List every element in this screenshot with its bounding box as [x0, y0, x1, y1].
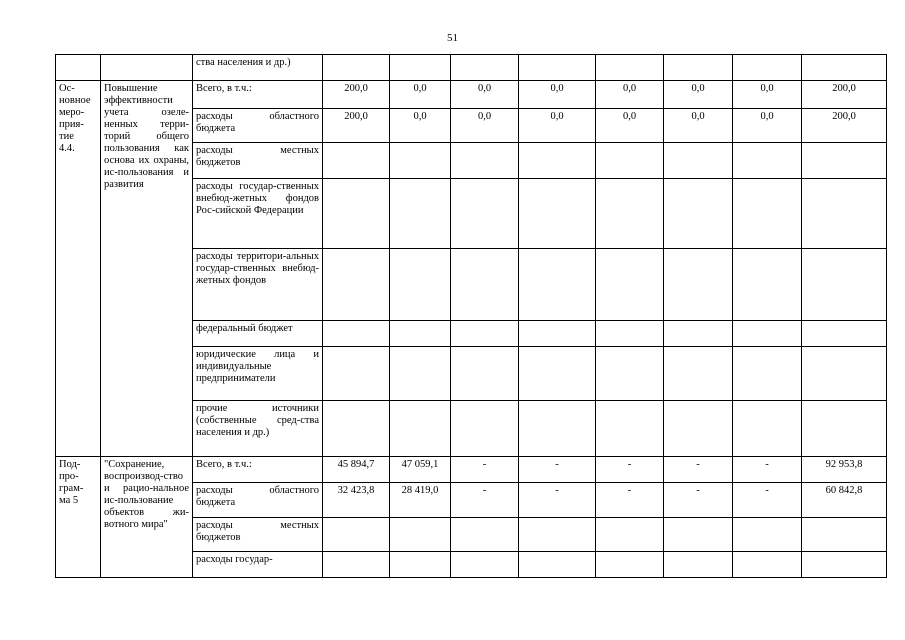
value-cell [390, 552, 451, 578]
table-body [56, 55, 887, 578]
value-cell: 0,0 [390, 109, 451, 143]
value-cell [733, 401, 802, 457]
value-cell [390, 55, 451, 81]
value-cell [323, 347, 390, 401]
value-cell [664, 552, 733, 578]
value-cell: 0,0 [733, 109, 802, 143]
value-cell [451, 347, 519, 401]
value-cell [323, 552, 390, 578]
funding-source-cell: Всего, в т.ч.: [193, 457, 323, 483]
value-cell [802, 347, 887, 401]
value-cell [323, 518, 390, 552]
value-cell [596, 249, 664, 321]
value-cell [802, 249, 887, 321]
status-cell [56, 457, 101, 578]
value-cell [323, 179, 390, 249]
value-cell [596, 518, 664, 552]
value-cell [664, 143, 733, 179]
funding-source-cell: юридические лица и индивидуальные предприниматели [193, 347, 323, 401]
value-cell [519, 143, 596, 179]
value-cell [390, 321, 451, 347]
value-cell [519, 347, 596, 401]
value-cell: 0,0 [519, 109, 596, 143]
value-cell [451, 552, 519, 578]
value-cell [664, 518, 733, 552]
status-cell [56, 81, 101, 457]
value-cell [733, 518, 802, 552]
value-cell: - [451, 483, 519, 518]
value-cell [802, 179, 887, 249]
value-cell [802, 321, 887, 347]
value-cell [664, 401, 733, 457]
value-cell: - [664, 483, 733, 518]
value-cell [664, 347, 733, 401]
funding-source-cell: расходы государ-ственных внебюд-жетных фондов Рос-сийской Федерации [193, 179, 323, 249]
funding-source-cell: Всего, в т.ч.: [193, 81, 323, 109]
value-cell [390, 249, 451, 321]
value-cell [519, 518, 596, 552]
value-cell [733, 249, 802, 321]
funding-source-cell: ства населения и др.) [193, 55, 323, 81]
value-cell [596, 143, 664, 179]
value-cell: 47 059,1 [390, 457, 451, 483]
table-row [56, 81, 887, 109]
value-cell: 0,0 [664, 109, 733, 143]
status-text: Под- про- грам- ма 5 [59, 459, 84, 506]
value-cell: 0,0 [664, 81, 733, 109]
value-cell [664, 321, 733, 347]
value-cell [519, 179, 596, 249]
funding-source-cell: расходы государ- [193, 552, 323, 578]
program-name-cell [101, 457, 193, 578]
value-cell [451, 321, 519, 347]
value-cell: 0,0 [451, 109, 519, 143]
value-cell [664, 55, 733, 81]
value-cell [323, 321, 390, 347]
value-cell [519, 401, 596, 457]
value-cell [733, 321, 802, 347]
value-cell [596, 321, 664, 347]
value-cell [596, 552, 664, 578]
value-cell [451, 249, 519, 321]
value-cell: 200,0 [323, 81, 390, 109]
value-cell [733, 143, 802, 179]
value-cell [664, 179, 733, 249]
table-row [56, 55, 887, 81]
program-name-cell [101, 81, 193, 457]
funding-source-cell: расходы территори-альных государ-ственных внебюд-жетных фондов [193, 249, 323, 321]
funding-source-cell: расходы местных бюджетов [193, 518, 323, 552]
value-cell [733, 179, 802, 249]
value-cell: - [519, 483, 596, 518]
value-cell: 92 953,8 [802, 457, 887, 483]
value-cell [802, 518, 887, 552]
value-cell [451, 143, 519, 179]
value-cell [519, 321, 596, 347]
value-cell [390, 518, 451, 552]
value-cell [596, 347, 664, 401]
program-name-text: Повышение эффективности учета озеле-ненных терри-торий общего пользования как основа их охраны, ис-пользования и развития [104, 83, 189, 190]
value-cell: 0,0 [596, 81, 664, 109]
program-name-text: "Сохранение, воспроизвод-ство и рацио-нальное ис-пользование объектов жи-вотного мира" [104, 459, 189, 530]
value-cell: 60 842,8 [802, 483, 887, 518]
value-cell: 0,0 [519, 81, 596, 109]
value-cell [802, 55, 887, 81]
value-cell [733, 55, 802, 81]
value-cell [733, 347, 802, 401]
funding-source-cell: расходы областного бюджета [193, 109, 323, 143]
value-cell: - [451, 457, 519, 483]
value-cell: 0,0 [733, 81, 802, 109]
program-name-cell [101, 55, 193, 81]
value-cell [451, 179, 519, 249]
value-cell [451, 401, 519, 457]
funding-source-cell: федеральный бюджет [193, 321, 323, 347]
value-cell: 45 894,7 [323, 457, 390, 483]
value-cell [451, 518, 519, 552]
value-cell: - [733, 483, 802, 518]
value-cell: - [733, 457, 802, 483]
value-cell: 200,0 [323, 109, 390, 143]
status-cell [56, 55, 101, 81]
value-cell: - [519, 457, 596, 483]
value-cell: - [664, 457, 733, 483]
value-cell [323, 143, 390, 179]
value-cell: 0,0 [596, 109, 664, 143]
value-cell [802, 552, 887, 578]
value-cell: 28 419,0 [390, 483, 451, 518]
status-text: Ос- новное меро- прия- тие 4.4. [59, 83, 91, 154]
page-number: 51 [447, 32, 458, 44]
table-row [56, 457, 887, 483]
value-cell: 200,0 [802, 81, 887, 109]
value-cell: 0,0 [390, 81, 451, 109]
value-cell: - [596, 483, 664, 518]
funding-source-cell: расходы местных бюджетов [193, 143, 323, 179]
value-cell [323, 401, 390, 457]
value-cell [519, 552, 596, 578]
value-cell [596, 401, 664, 457]
value-cell: 0,0 [451, 81, 519, 109]
value-cell [390, 401, 451, 457]
budget-table [55, 54, 887, 578]
value-cell [664, 249, 733, 321]
value-cell [390, 347, 451, 401]
value-cell: - [596, 457, 664, 483]
value-cell [596, 55, 664, 81]
value-cell [802, 401, 887, 457]
value-cell [451, 55, 519, 81]
value-cell [323, 55, 390, 81]
funding-source-cell: расходы областного бюджета [193, 483, 323, 518]
value-cell [802, 143, 887, 179]
value-cell [596, 179, 664, 249]
value-cell: 200,0 [802, 109, 887, 143]
value-cell [390, 179, 451, 249]
value-cell: 32 423,8 [323, 483, 390, 518]
value-cell [390, 143, 451, 179]
value-cell [519, 249, 596, 321]
value-cell [733, 552, 802, 578]
value-cell [323, 249, 390, 321]
funding-source-cell: прочие источники (собственные сред-ства населения и др.) [193, 401, 323, 457]
value-cell [519, 55, 596, 81]
